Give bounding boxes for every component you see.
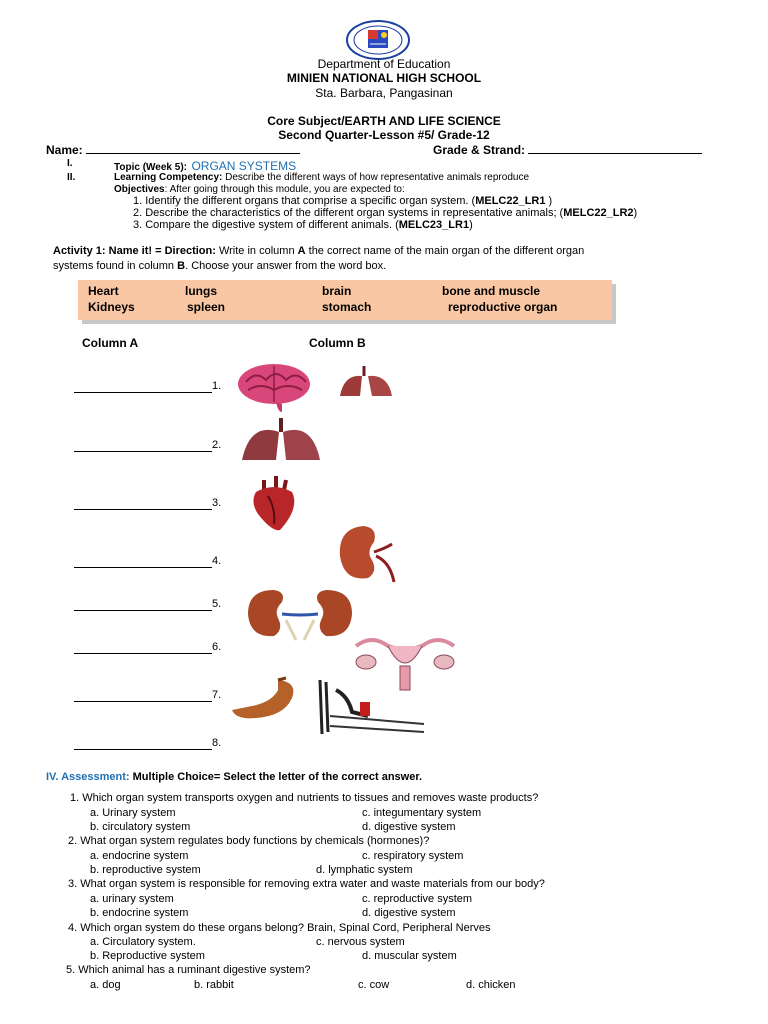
choice-d[interactable]: d. digestive system xyxy=(362,821,456,833)
item-number: 4. xyxy=(212,555,222,567)
choice-d[interactable]: d. chicken xyxy=(466,979,516,991)
column-b-header: Column B xyxy=(309,336,366,350)
lungs-picture xyxy=(238,418,324,467)
item-number: 7. xyxy=(212,689,222,701)
heart-picture xyxy=(246,474,302,539)
answer-blank-1[interactable] xyxy=(74,392,212,393)
objectives-label: Objectives xyxy=(114,184,165,195)
choice-a[interactable]: a. endocrine system xyxy=(90,850,189,862)
choice-b[interactable]: b. reproductive system xyxy=(90,864,201,876)
bone-and-muscle-picture xyxy=(312,676,428,743)
item-number: 8. xyxy=(212,737,222,749)
word-option: lungs xyxy=(185,284,217,298)
choice-b[interactable]: b. circulatory system xyxy=(90,821,191,833)
word-option: spleen xyxy=(187,300,226,314)
choice-a[interactable]: a. Urinary system xyxy=(90,807,176,819)
competency-label: Learning Competency: xyxy=(114,172,223,183)
choice-b[interactable]: b. Reproductive system xyxy=(90,950,205,962)
objectives-intro: : After going through this module, you are expected to: xyxy=(164,184,405,195)
word-box xyxy=(78,280,612,320)
word-option: Heart xyxy=(88,284,119,298)
item-number: 5. xyxy=(212,598,222,610)
choice-a[interactable]: a. Circulatory system. xyxy=(90,936,196,948)
grade-strand-label: Grade & Strand: xyxy=(433,143,526,157)
choice-c[interactable]: c. respiratory system xyxy=(362,850,464,862)
answer-blank-5[interactable] xyxy=(74,610,212,611)
answer-blank-2[interactable] xyxy=(74,451,212,452)
deped-seal-logo xyxy=(346,20,410,60)
assessment-instruction: Multiple Choice= Select the letter of the correct answer. xyxy=(132,771,423,783)
question-4: 4. Which organ system do these organs belong? Brain, Spinal Cord, Peripheral Nerves xyxy=(68,922,491,934)
roman-numeral-2: II. xyxy=(67,172,76,183)
objective-code: MELC22_LR1 xyxy=(475,195,546,207)
question-1: 1. Which organ system transports oxygen and nutrients to tissues and removes waste products? xyxy=(70,792,539,804)
subject-title: Core Subject/EARTH AND LIFE SCIENCE xyxy=(267,114,501,128)
brain-picture xyxy=(236,362,316,419)
answer-blank-4[interactable] xyxy=(74,567,212,568)
choice-c[interactable]: c. reproductive system xyxy=(362,893,473,905)
choice-c[interactable]: c. nervous system xyxy=(316,936,405,948)
question-5: 5. Which animal has a ruminant digestive system? xyxy=(66,964,311,976)
answer-blank-7[interactable] xyxy=(74,701,212,702)
school-name: MINIEN NATIONAL HIGH SCHOOL xyxy=(286,71,482,85)
choice-b[interactable]: b. rabbit xyxy=(194,979,234,991)
grade-strand-blank[interactable] xyxy=(528,143,702,154)
competency-text: Describe the different ways of how representative animals reproduce xyxy=(225,172,530,183)
answer-blank-8[interactable] xyxy=(74,749,212,750)
objective-code: MELC23_LR1 xyxy=(398,219,470,231)
question-2: 2. What organ system regulates body functions by chemicals (hormones)? xyxy=(68,835,430,847)
choice-d[interactable]: d. digestive system xyxy=(362,907,456,919)
word-option: Kidneys xyxy=(88,300,135,314)
assessment-header xyxy=(46,771,422,783)
lesson-title: Second Quarter-Lesson #5/ Grade-12 xyxy=(278,128,490,142)
name-blank[interactable] xyxy=(86,143,300,154)
word-option: bone and muscle xyxy=(442,284,541,298)
objective-3: 3. Compare the digestive system of different animals. (MELC23_LR1) xyxy=(133,219,473,231)
answer-blank-6[interactable] xyxy=(74,653,212,654)
kidney-picture xyxy=(334,522,404,591)
item-number: 6. xyxy=(212,641,222,653)
objectives-line xyxy=(114,184,405,195)
topic-label: Topic (Week 5): xyxy=(114,162,187,173)
word-option: reproductive organ xyxy=(448,300,558,314)
objective-code: MELC22_LR2 xyxy=(563,207,634,219)
activity-direction: Activity 1: Name it! = Direction: Write in column A the correct name of the main organ of the different organ xyxy=(53,245,585,257)
objective-1: 1. Identify the different organs that comprise a specific organ system. (MELC22_LR1 ) xyxy=(133,195,553,207)
competency-line xyxy=(114,172,529,183)
topic-value: ORGAN SYSTEMS xyxy=(191,159,297,173)
choice-c[interactable]: c. integumentary system xyxy=(362,807,482,819)
column-a-header: Column A xyxy=(82,336,139,350)
item-number: 3. xyxy=(212,497,222,509)
kidneys-picture xyxy=(244,586,356,647)
lungs-picture-small xyxy=(336,364,396,403)
word-option: brain xyxy=(322,284,352,298)
department-name: Department of Education xyxy=(317,57,451,71)
word-option: stomach xyxy=(322,300,372,314)
choice-a[interactable]: a. urinary system xyxy=(90,893,174,905)
roman-numeral-1: I. xyxy=(67,158,73,169)
item-number: 1. xyxy=(212,380,222,392)
name-field[interactable] xyxy=(46,143,300,157)
choice-a[interactable]: a. dog xyxy=(90,979,121,991)
name-label: Name: xyxy=(46,143,83,157)
choice-d[interactable]: d. muscular system xyxy=(362,950,457,962)
objective-2: 2. Describe the characteristics of the different organ systems in representative animals; (MELC22_LR2) xyxy=(133,207,638,219)
grade-strand-field[interactable] xyxy=(433,143,702,157)
answer-blank-3[interactable] xyxy=(74,509,212,510)
choice-b[interactable]: b. endocrine system xyxy=(90,907,189,919)
item-number: 2. xyxy=(212,439,222,451)
choice-c[interactable]: c. cow xyxy=(358,979,390,991)
question-3: 3. What organ system is responsible for removing extra water and waste materials from our body? xyxy=(68,878,545,890)
activity-label: Activity 1: Name it! = Direction: xyxy=(53,245,216,257)
assessment-label: IV. Assessment: xyxy=(46,771,130,783)
stomach-picture xyxy=(228,676,308,729)
school-address: Sta. Barbara, Pangasinan xyxy=(315,86,453,100)
choice-d[interactable]: d. lymphatic system xyxy=(316,864,413,876)
activity-direction-2: systems found in column B. Choose your answer from the word box. xyxy=(53,260,387,272)
